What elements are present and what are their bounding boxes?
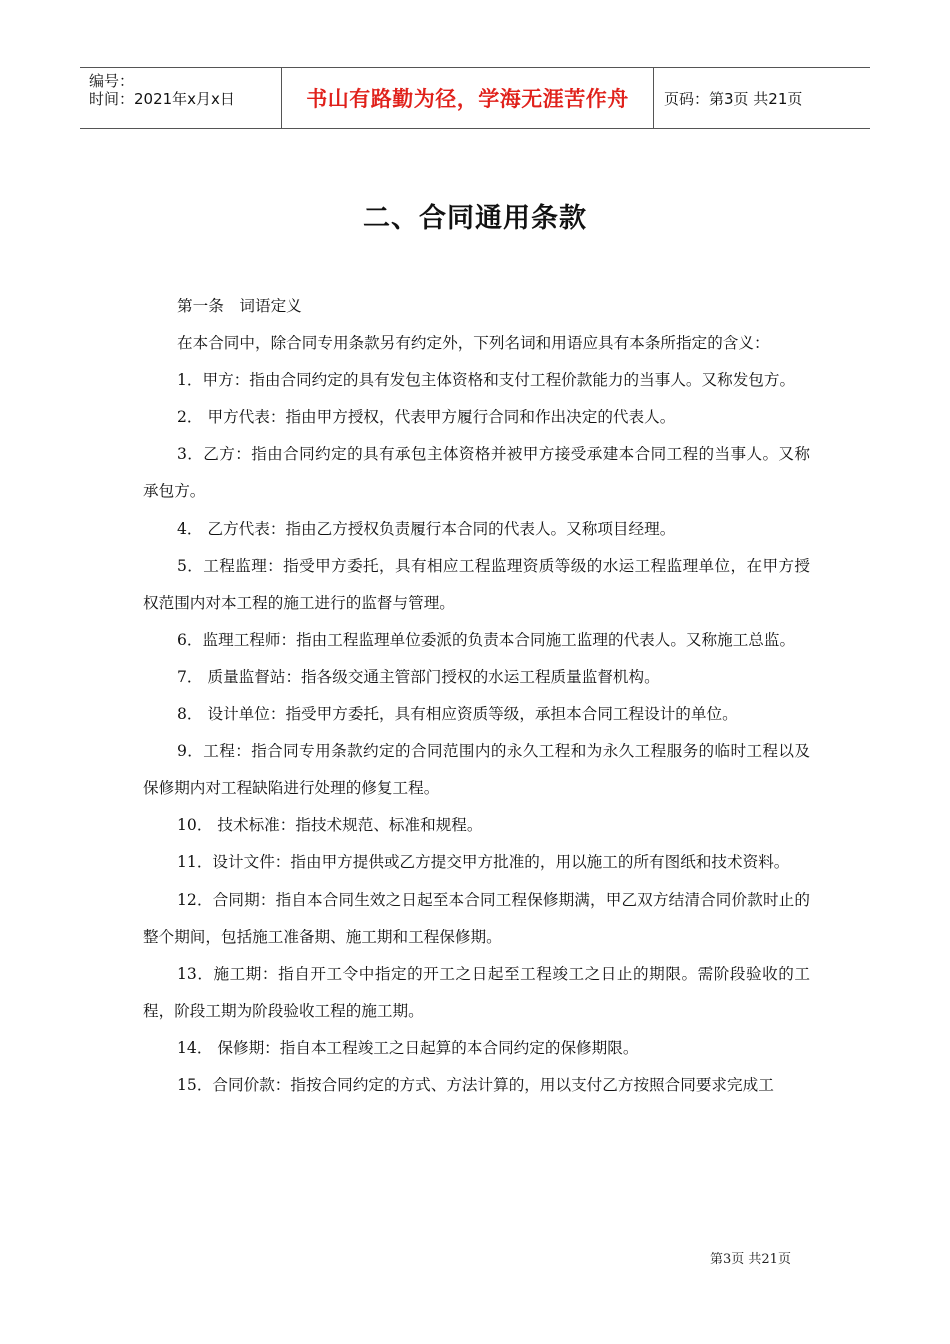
definition-item: 12．合同期：指自本合同生效之日起至本合同工程保修期满，甲乙双方结清合同价款时止的整个期间，包括施工准备期、施工期和工程保修期。 <box>143 890 810 946</box>
definition-item: 2． 甲方代表：指由甲方授权，代表甲方履行合同和作出决定的代表人。 <box>177 408 676 427</box>
definition-item: 6．监理工程师：指由工程监理单位委派的负责本合同施工监理的代表人。又称施工总监。 <box>177 630 796 649</box>
definition-item: 4． 乙方代表：指由乙方授权负责履行本合同的代表人。又称项目经理。 <box>177 519 676 538</box>
definition-item: 11．设计文件：指由甲方提供或乙方提交甲方批准的，用以施工的所有图纸和技术资料。 <box>177 853 790 872</box>
definition-item: 5．工程监理：指受甲方委托，具有相应工程监理资质等级的水运工程监理单位，在甲方授权范围内对本工程的施工进行的监督与管理。 <box>143 556 810 612</box>
section-title: 二、合同通用条款 <box>363 203 587 234</box>
document-time-label: 时间：2021年x月x日 <box>89 90 235 108</box>
header-page-code: 页码：第3页 共21页 <box>664 89 803 108</box>
definition-item: 3．乙方：指由合同约定的具有承包主体资格并被甲方接受承建本合同工程的当事人。又称承包方。 <box>143 445 810 501</box>
document-body <box>143 288 810 1104</box>
page-header <box>80 67 870 129</box>
definition-item: 15．合同价款：指按合同约定的方式、方法计算的，用以支付乙方按照合同要求完成工 <box>177 1075 774 1094</box>
definition-item: 9．工程：指合同专用条款约定的合同范围内的永久工程和为永久工程服务的临时工程以及保修期内对工程缺陷进行处理的修复工程。 <box>143 742 810 798</box>
paragraph-intro: 在本合同中，除合同专用条款另有约定外，下列名词和用语应具有本条所指定的含义： <box>177 334 770 353</box>
definition-item: 13．施工期：指自开工令中指定的开工之日起至工程竣工之日止的期限。需阶段验收的工程，阶段工期为阶段验收工程的施工期。 <box>143 964 810 1020</box>
definition-item: 7． 质量监督站：指各级交通主管部门授权的水运工程质量监督机构。 <box>177 667 660 686</box>
page-footer: 第3页 共21页 <box>710 1252 791 1267</box>
header-motto: 书山有路勤为径，学海无涯苦作舟 <box>281 68 654 128</box>
definition-item: 8． 设计单位：指受甲方委托，具有相应资质等级，承担本合同工程设计的单位。 <box>177 705 738 724</box>
definition-item: 10． 技术标准：指技术规范、标准和规程。 <box>177 816 483 835</box>
article-heading: 第一条 词语定义 <box>177 297 302 315</box>
definition-item: 14． 保修期：指自本工程竣工之日起算的本合同约定的保修期限。 <box>177 1038 639 1057</box>
definition-item: 1．甲方：指由合同约定的具有发包主体资格和支付工程价款能力的当事人。又称发包方。 <box>177 371 796 390</box>
header-meta <box>80 68 281 128</box>
document-number-label: 编号： <box>89 72 135 90</box>
